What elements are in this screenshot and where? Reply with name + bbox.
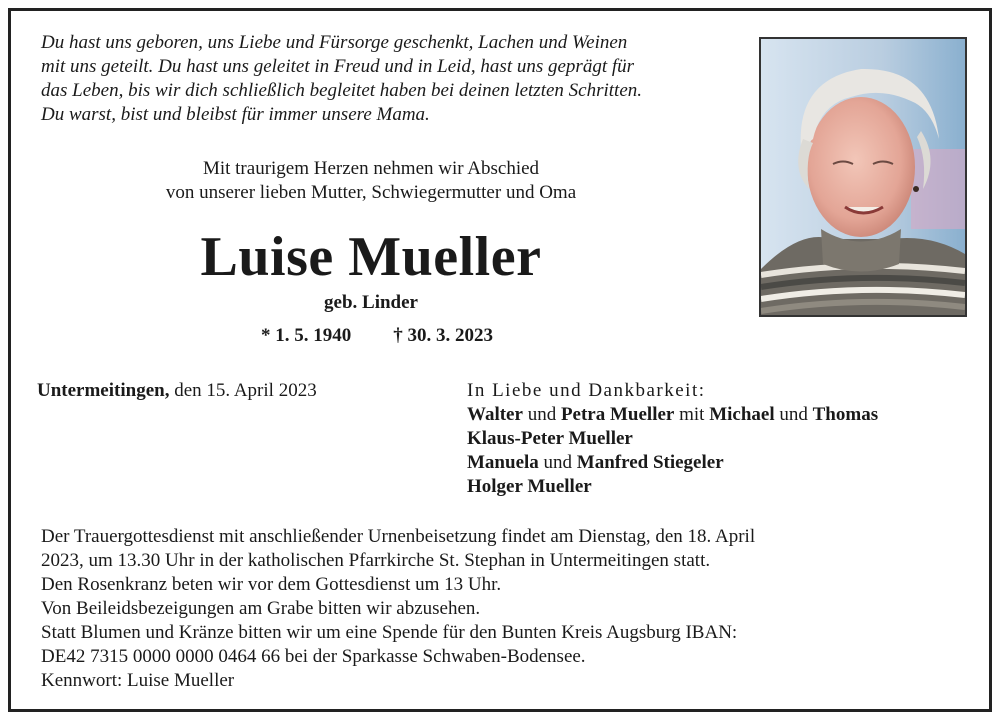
notes-line: Der Trauergottesdienst mit anschließender Urnenbeisetzung findet am Dienstag, den 18. April [41,526,756,547]
place-date [37,379,457,403]
service-notes [41,525,981,693]
family-member: Klaus-Peter Mueller [467,428,633,449]
conjunction: und [543,452,573,473]
death-date: † 30. 3. 2023 [393,325,493,346]
bereaved-family [467,379,987,499]
notes-line: DE42 7315 0000 0000 0464 66 bei der Sparkasse Schwaben-Bodensee. [41,646,586,667]
portrait-photo [759,37,967,317]
family-line [467,403,987,427]
family-member: Thomas [812,404,879,425]
family-member: Manuela [467,452,539,473]
family-line [467,451,987,475]
family-member: Michael [709,404,775,425]
town: Untermeitingen, [37,380,170,401]
family-member: Walter [467,404,523,425]
family-line [467,475,987,499]
poem [41,31,741,127]
deceased-name: Luise Mueller [200,226,542,288]
intro-text [71,157,671,205]
poem-line: das Leben, bis wir dich schließlich begleitet haben bei deinen letzten Schritten. [41,80,643,101]
notes-line: Den Rosenkranz beten wir vor dem Gottesdienst um 13 Uhr. [41,574,502,595]
poem-line: Du hast uns geboren, uns Liebe und Fürsorge geschenkt, Lachen und Weinen [41,32,628,53]
intro-line: Mit traurigem Herzen nehmen wir Abschied [202,158,540,179]
conjunction: und [527,404,557,425]
notes-line: Von Beileidsbezeigungen am Grabe bitten wir abzusehen. [41,598,481,619]
obituary-frame [8,8,992,712]
family-member: Holger Mueller [467,476,592,497]
poem-line: Du warst, bist und bleibst für immer unsere Mama. [41,104,430,125]
family-member: Petra Mueller [560,404,675,425]
family-member: Manfred Stiegeler [576,452,724,473]
life-dates [261,324,661,348]
conjunction: und [779,404,808,425]
family-line [467,427,987,451]
notes-line: Kennwort: Luise Mueller [41,670,235,691]
notice-date: den 15. April 2023 [174,380,317,401]
birth-date: * 1. 5. 1940 [261,325,352,346]
maiden-name: geb. Linder [324,292,418,313]
family-heading: In Liebe und Dankbarkeit: [467,380,706,401]
notes-line: 2023, um 13.30 Uhr in der katholischen Pfarrkirche St. Stephan in Untermeitingen statt. [41,550,711,571]
portrait-image [761,39,965,315]
conjunction: mit [679,404,705,425]
intro-line: von unserer lieben Mutter, Schwiegermutter und Oma [165,182,577,203]
notes-line: Statt Blumen und Kränze bitten wir um eine Spende für den Bunten Kreis Augsburg IBAN: [41,622,738,643]
poem-line: mit uns geteilt. Du hast uns geleitet in Freud und in Leid, hast uns geprägt für [41,56,635,77]
